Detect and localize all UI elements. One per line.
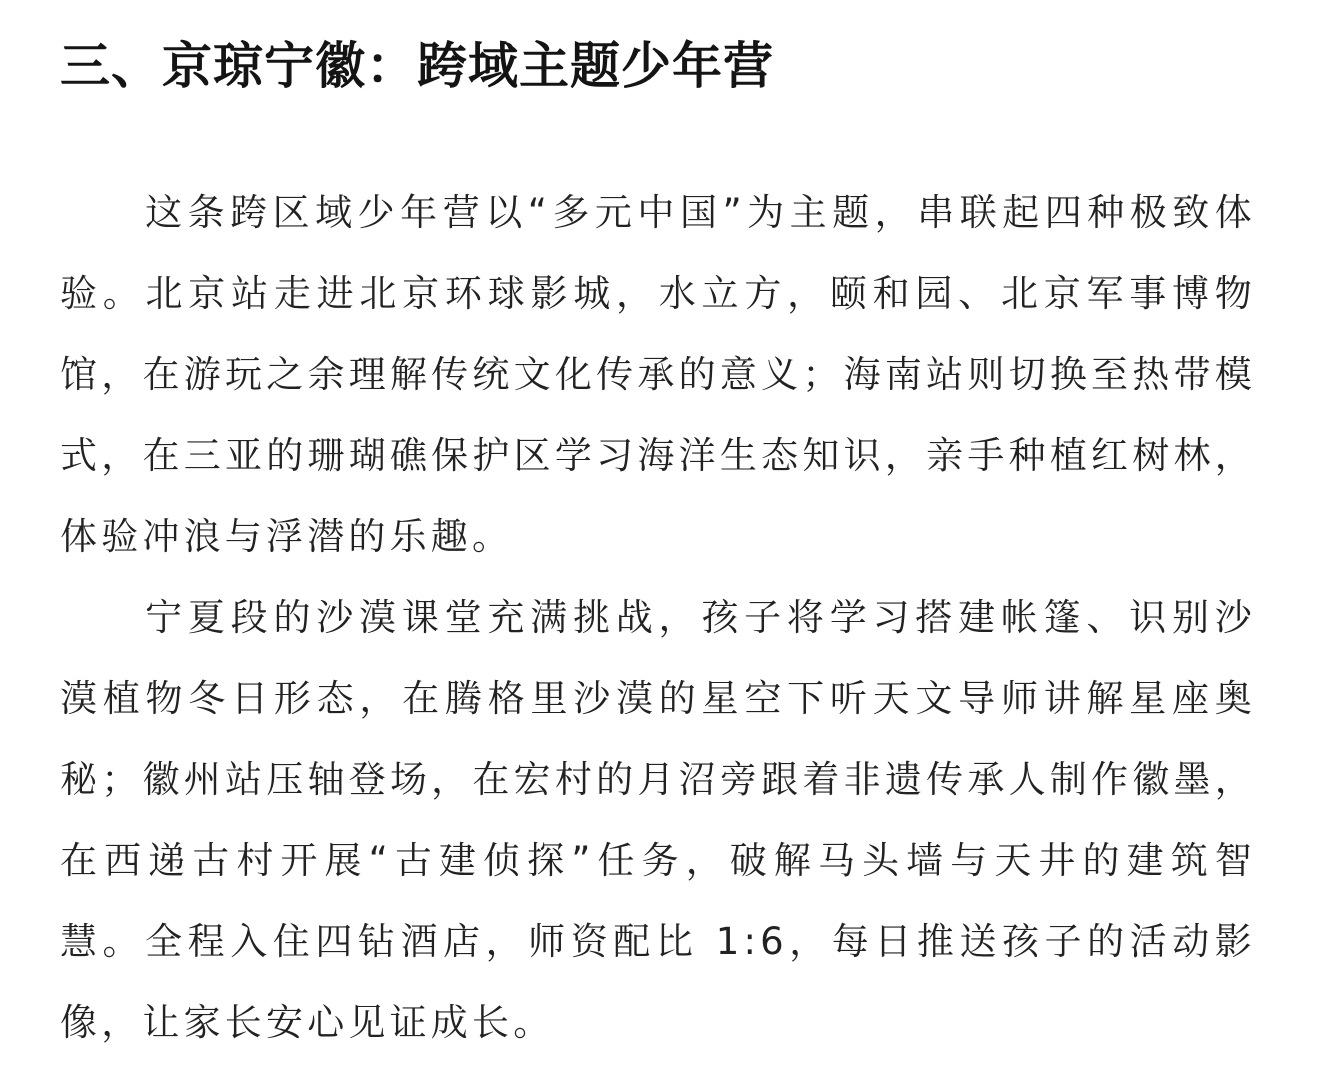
section-title: 三、京琼宁徽：跨域主题少年营 [60, 37, 774, 95]
paragraph-2: 宁夏段的沙漠课堂充满挑战，孩子将学习搭建帐篷、识别沙漠植物冬日形态，在腾格里沙漠的星空下听天文导师讲解星座奥秘；徽州站压轴登场，在宏村的月沼旁跟着非遗传承人制作徽墨，在西递古村开展“古建侦探”任务，破解马头墙与天井的建筑智慧。全程入住四钻酒店，师资配比 1:6，每日推送孩子的活动影像，让家长安心见证成长。 [60, 596, 1256, 1044]
paragraph-1: 这条跨区域少年营以“多元中国”为主题，串联起四种极致体验。北京站走进北京环球影城，水立方，颐和园、北京军事博物馆，在游玩之余理解传统文化传承的意义；海南站则切换至热带模式，在三亚的珊瑚礁保护区学习海洋生态知识，亲手种植红树林，体验冲浪与浮潜的乐趣。 [60, 191, 1256, 558]
article [60, 30, 1256, 1063]
